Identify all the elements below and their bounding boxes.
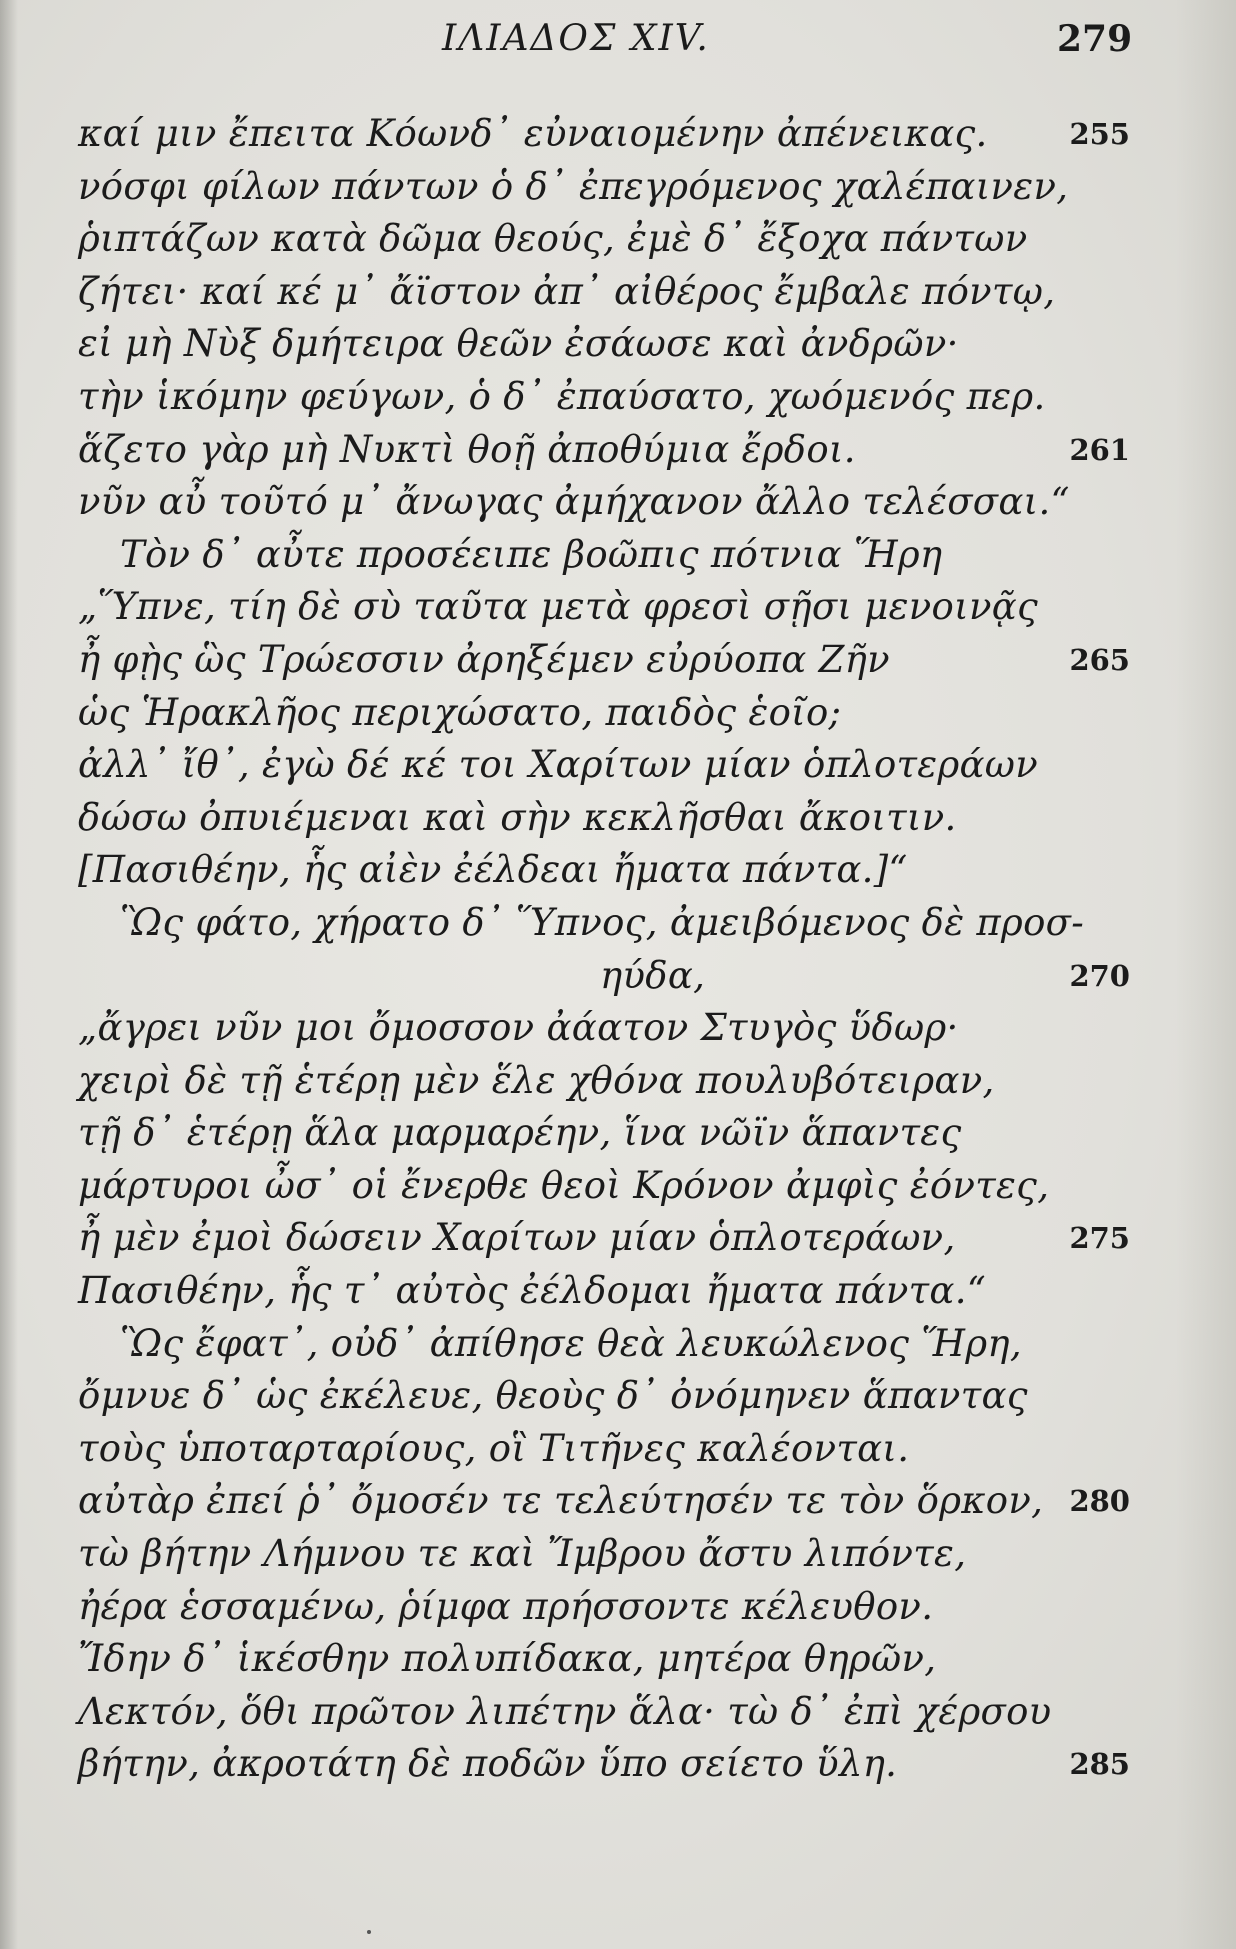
verse-line: [0, 950, 1236, 1003]
verse-line: [0, 318, 1236, 371]
verse-line: [0, 371, 1236, 424]
verse-text: νόσφι φίλων πάντων ὁ δ᾽ ἐπεγρόμενος χαλέπαινεν,: [78, 164, 1069, 208]
verse-text: τῇ δ᾽ ἑτέρῃ ἅλα μαρμαρέην, ἵνα νῶϊν ἅπαντες: [78, 1111, 962, 1155]
verse-text: νῦν αὖ τοῦτό μ᾽ ἄνωγας ἀμήχανον ἄλλο τελέσσαι.“: [78, 480, 1070, 524]
verse-line: [0, 1423, 1236, 1476]
verse-text: χειρὶ δὲ τῇ ἑτέρῃ μὲν ἕλε χθόνα πουλυβότειραν,: [78, 1058, 995, 1102]
verse-line: [0, 844, 1236, 897]
verse-text: Ὣς φάτο, χήρατο δ᾽ Ὕπνος, ἀμειβόμενος δὲ προσ-: [120, 900, 1085, 944]
line-number: 275: [1069, 1221, 1130, 1256]
verse-line: [0, 739, 1236, 792]
verse-text: ἦ φῂς ὣς Τρώεσσιν ἀρηξέμεν εὐρύοπα Ζῆν: [78, 637, 890, 681]
running-title: ΙΛΙΑΔΟΣ XIV.: [442, 18, 710, 59]
verse-line: [0, 1212, 1236, 1265]
verse-line: [0, 529, 1236, 582]
verse-text: ηύδα,: [600, 953, 706, 997]
verse-line: [0, 161, 1236, 214]
verse-line: [0, 1738, 1236, 1791]
verse-line: [0, 897, 1236, 950]
verse-line: [0, 1318, 1236, 1371]
verse-text: ζήτει· καί κέ μ᾽ ἄϊστον ἀπ᾽ αἰθέρος ἔμβαλε πόντῳ,: [78, 269, 1056, 313]
verse-line: [0, 1055, 1236, 1108]
verse-line: [0, 1107, 1236, 1160]
verse-text: ἦ μὲν ἐμοὶ δώσειν Χαρίτων μίαν ὁπλοτεράων,: [78, 1216, 956, 1260]
verse-text: τὴν ἱκόμην φεύγων, ὁ δ᾽ ἐπαύσατο, χωόμενός περ.: [78, 374, 1046, 418]
verse-text: βήτην, ἀκροτάτη δὲ ποδῶν ὕπο σείετο ὕλη.: [78, 1742, 898, 1786]
verse-line: [0, 1528, 1236, 1581]
verse-text: Ἴδην δ᾽ ἱκέσθην πολυπίδακα, μητέρα θηρῶν,: [78, 1637, 937, 1681]
verse-text: αὐτὰρ ἐπεί ῥ᾽ ὄμοσέν τε τελεύτησέν τε τὸν ὅρκον,: [78, 1479, 1044, 1523]
verse-line: [0, 1265, 1236, 1318]
verse-text: Ὣς ἔφατ᾽, οὐδ᾽ ἀπίθησε θεὰ λευκώλενος Ἥρη,: [120, 1321, 1022, 1365]
page-number: 279: [1057, 18, 1133, 60]
verse-text: δώσω ὀπυιέμεναι καὶ σὴν κεκλῆσθαι ἄκοιτιν.: [78, 795, 957, 839]
verse-line: [0, 581, 1236, 634]
verse-line: [0, 424, 1236, 477]
verse-text: ὄμνυε δ᾽ ὡς ἐκέλευε, θεοὺς δ᾽ ὀνόμηνεν ἅπαντας: [78, 1374, 1028, 1418]
verse-text: Λεκτόν, ὅθι πρῶτον λιπέτην ἅλα· τὼ δ᾽ ἐπὶ χέρσου: [78, 1689, 1052, 1733]
line-number: 270: [1069, 958, 1130, 993]
line-number: 255: [1069, 117, 1130, 151]
verse-text: τὼ βήτην Λήμνου τε καὶ Ἴμβρου ἄστυ λιπόντε,: [78, 1532, 967, 1576]
verse-text: ὡς Ἡρακλῆος περιχώσατο, παιδὸς ἑοῖο;: [78, 690, 842, 734]
verse-line: [0, 1633, 1236, 1686]
verse-line: [0, 792, 1236, 845]
verse-line: [0, 266, 1236, 319]
verse-line: [0, 687, 1236, 740]
verse-line: [0, 108, 1236, 161]
verse-line: [0, 634, 1236, 687]
verse-text: „Ὕπνε, τίη δὲ σὺ ταῦτα μετὰ φρεσὶ σῇσι μενοινᾷς: [78, 585, 1039, 629]
verse-text: τοὺς ὑποταρταρίους, οἳ Τιτῆνες καλέονται.: [78, 1426, 910, 1470]
verse-text: μάρτυροι ὦσ᾽ οἱ ἔνερθε θεοὶ Κρόνον ἀμφὶς ἐόντες,: [78, 1163, 1050, 1207]
verse-line: [0, 1002, 1236, 1055]
verse-text: Πασιθέην, ἧς τ᾽ αὐτὸς ἐέλδομαι ἤματα πάντα.“: [78, 1269, 986, 1313]
verse-line: [0, 1475, 1236, 1528]
verse-block: [0, 108, 1236, 1791]
verse-line: [0, 476, 1236, 529]
verse-line: [0, 1370, 1236, 1423]
verse-text: Τὸν δ᾽ αὖτε προσέειπε βοῶπις πότνια Ἥρη: [120, 532, 943, 576]
verse-text: εἰ μὴ Νὺξ δμήτειρα θεῶν ἐσάωσε καὶ ἀνδρῶν·: [78, 322, 959, 366]
verse-line: [0, 1686, 1236, 1739]
line-number: 261: [1069, 432, 1130, 467]
verse-text: ἠέρα ἑσσαμένω, ῥίμφα πρήσσοντε κέλευθον.: [78, 1584, 934, 1628]
scan-speck: [367, 1930, 371, 1934]
verse-line: [0, 213, 1236, 266]
verse-text: „ἄγρει νῦν μοι ὄμοσσον ἀάατον Στυγὸς ὕδωρ·: [78, 1006, 959, 1050]
line-number: 265: [1069, 642, 1130, 677]
running-head: [0, 18, 1236, 68]
verse-text: καί μιν ἔπειτα Κόωνδ᾽ εὐναιομένην ἀπένεικας.: [78, 112, 988, 155]
verse-text: ῥιπτάζων κατὰ δῶμα θεούς, ἐμὲ δ᾽ ἔξοχα πάντων: [78, 217, 1028, 261]
verse-text: ἀλλ᾽ ἴθ᾽, ἐγὼ δέ κέ τοι Χαρίτων μίαν ὁπλοτεράων: [78, 743, 1039, 787]
verse-line: [0, 1581, 1236, 1634]
verse-text: [Πασιθέην, ἧς αἰὲν ἐέλδεαι ἤματα πάντα.]“: [78, 848, 908, 892]
verse-line: [0, 1160, 1236, 1213]
line-number: 280: [1069, 1484, 1130, 1519]
verse-text: ἅζετο γὰρ μὴ Νυκτὶ θοῇ ἀποθύμια ἔρδοι.: [78, 427, 856, 471]
line-number: 285: [1069, 1747, 1130, 1782]
